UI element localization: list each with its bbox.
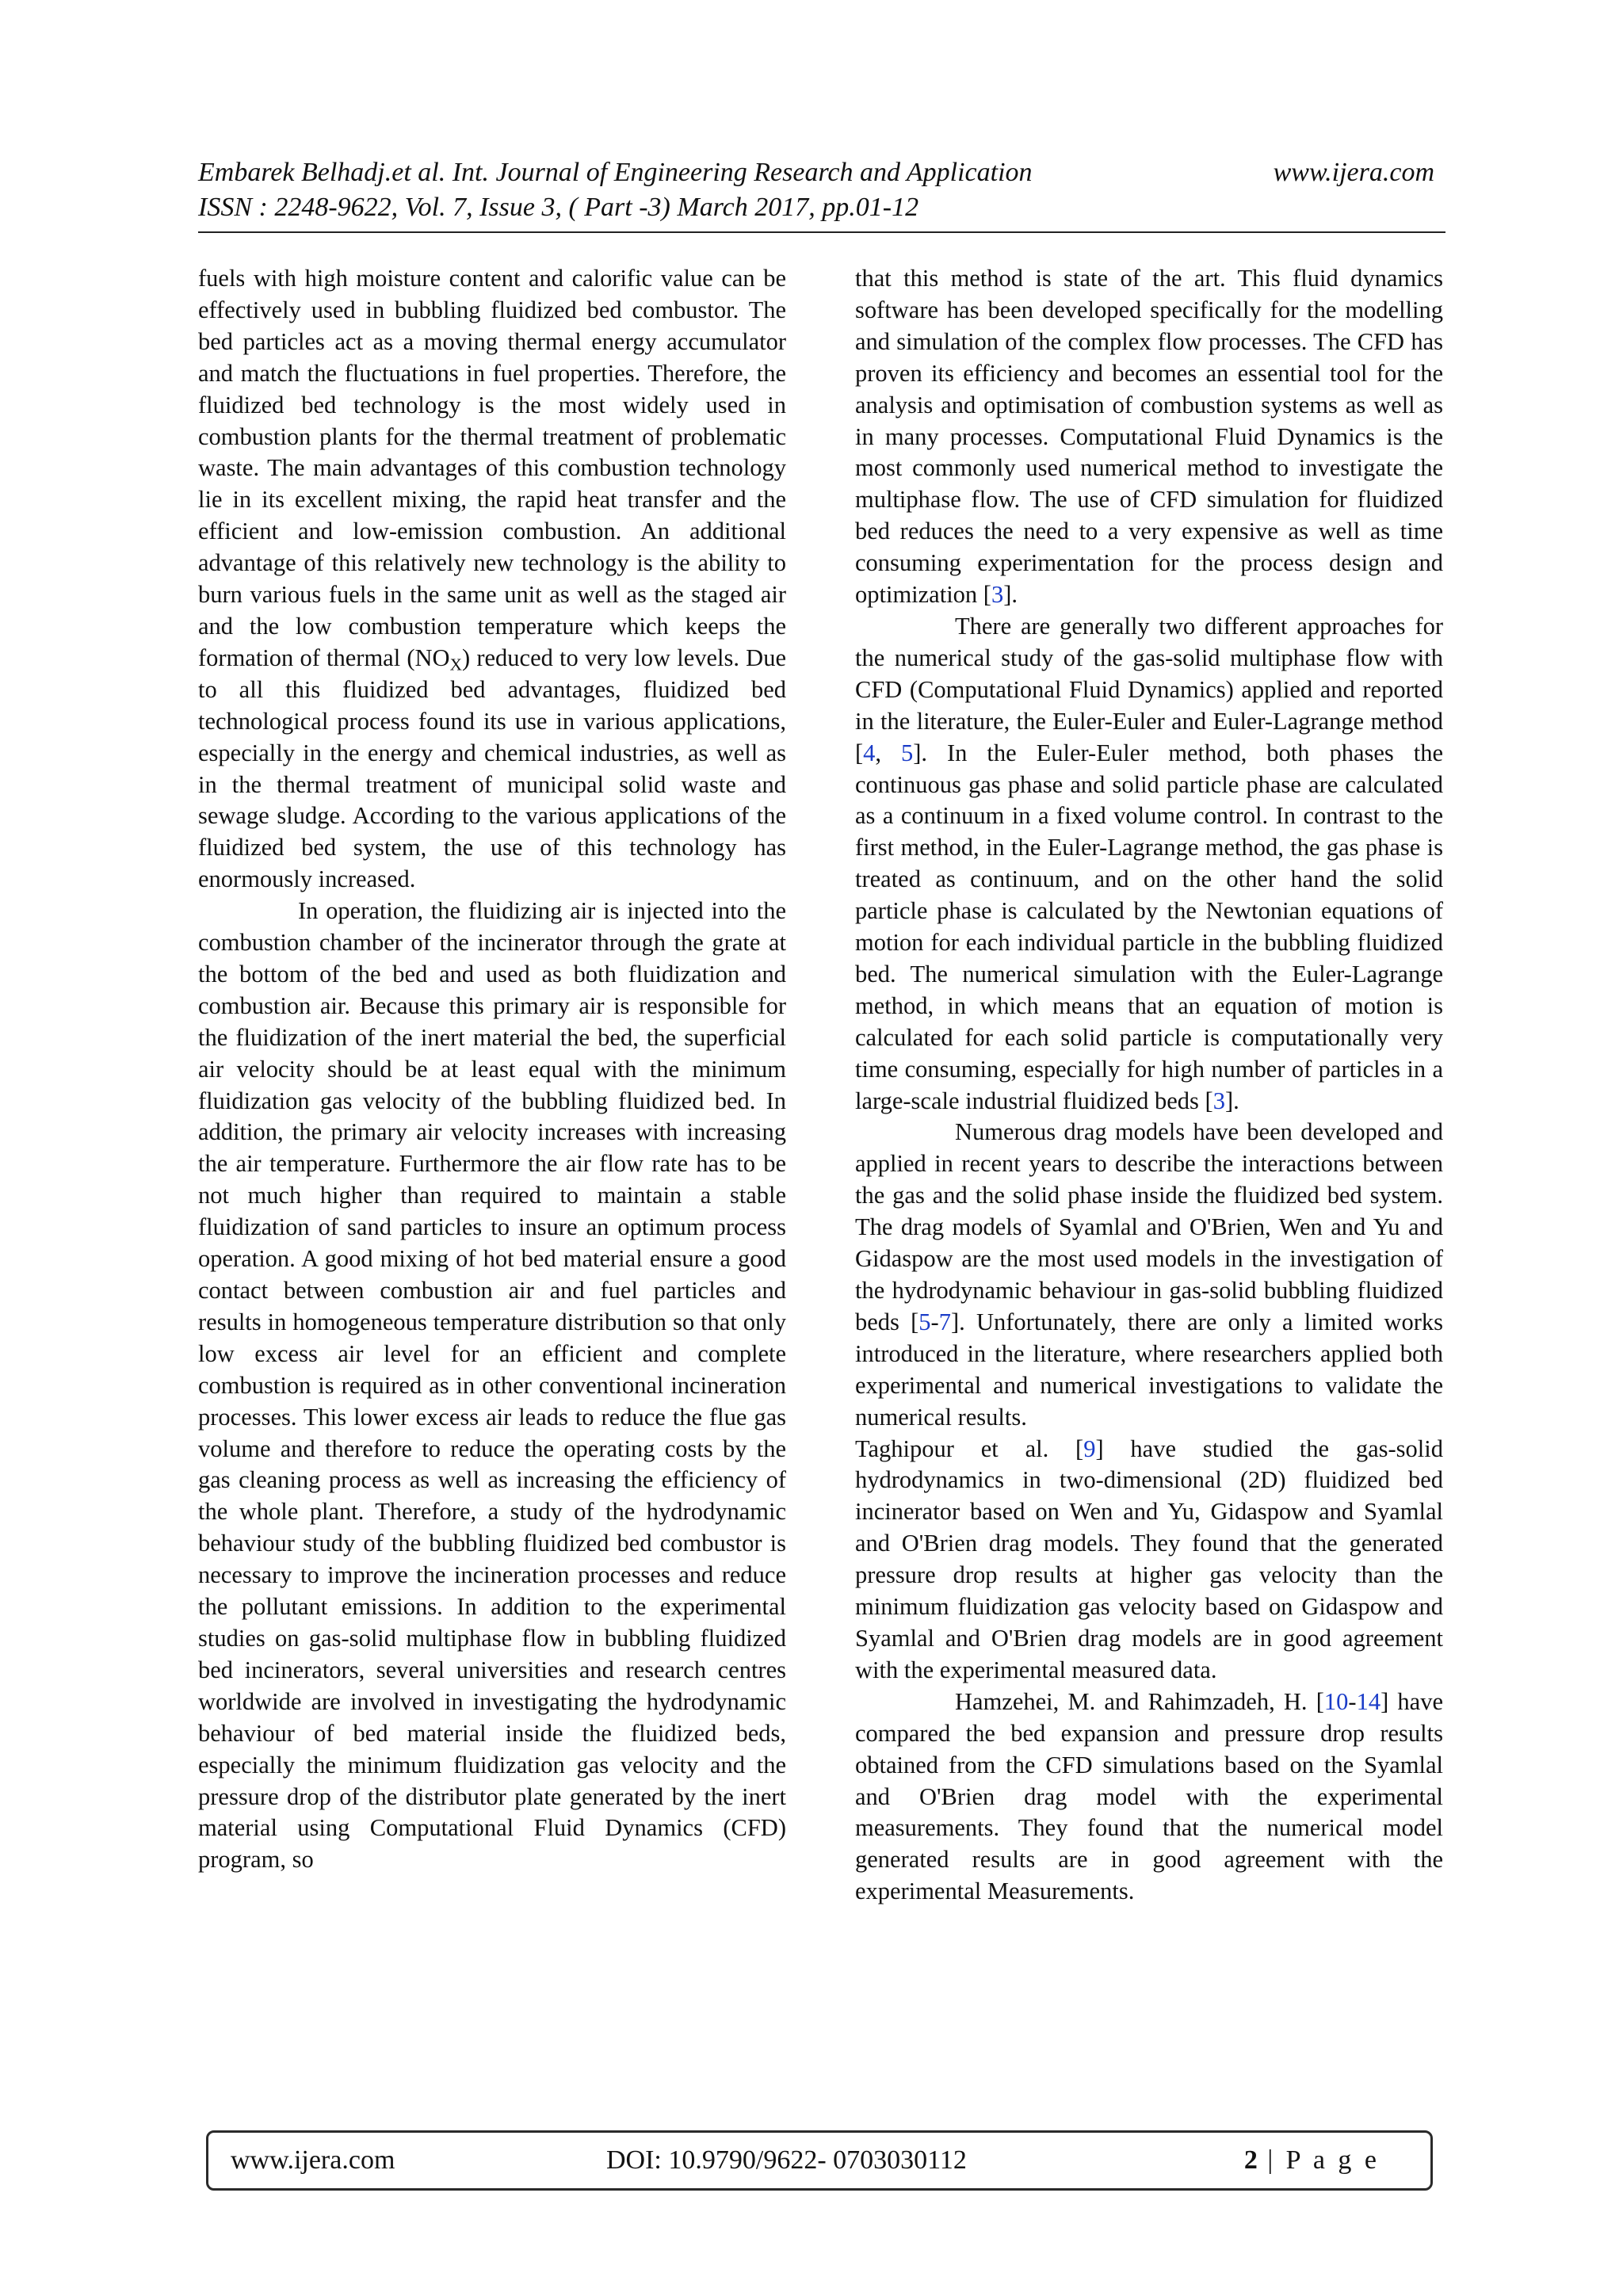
page-label: | P a g e [1257,2145,1380,2175]
citation-link[interactable]: 9 [1083,1435,1096,1462]
text-run: ] have compared the bed expansion and pressure drop results obtained from the CFD simulations based on the Syamlal and O'Brien drag model with the experimental measurements. They found that the numerical model generated results are in good agreement with the experimental Measurements. [855,1687,1444,1905]
page-number-value: 2 [1243,2145,1258,2175]
text-run: Numerous drag models have been developed and applied in recent years to describe the interactions between the gas and the solid phase inside the fluidized bed system. The drag models of Syamlal and O'Brien, Wen and Yu and Gidaspow are the most used models in the investigation of the hydrodynamic behaviour in gas-solid bubbling fluidized beds [ [855,1118,1443,1335]
paragraph [855,1687,1443,1908]
citation-link[interactable]: 3 [991,581,1004,609]
text-run: ]. In the Euler-Euler method, both phases the continuous gas phase and solid particle phase are calculated as a continuum in a fixed volume control. In contrast to the first method, in the Euler-Lagrange method, the gas phase is treated as continuum, and on the other hand the solid particle phase is calculated by the Newtonian equations of motion for each individual particle in the bubbling fluidized bed. The numerical simulation with the Euler-Lagrange method, in which means that an equation of motion is calculated for each solid particle is computationally very time consuming, especially for high number of particles in a large-scale industrial fluidized beds [ [855,739,1443,1114]
citation-link[interactable]: 14 [1356,1687,1381,1715]
page-number [1244,2145,1380,2176]
text-run: fuels with high moisture content and calorific value can be effectively used in bubbling fluidized bed combustor. The bed particles act as a moving thermal energy accumulator and match the fluctuations in fuel properties. Therefore, the fluidized bed technology is the most widely used in combustion plants for the thermal treatment of problematic waste. The main advantages of this combustion technology lie in its excellent mixing, the rapid heat transfer and the efficient and low-emission combustion. An additional advantage of this relatively new technology is the ability to burn various fuels in the same unit as well as the staged air and the low combustion temperature which keeps the formation of thermal (NO [198,265,786,671]
citation-link[interactable]: 5 [918,1308,931,1335]
left-column [198,263,786,1876]
header-line-2: ISSN : 2248-9622, Vol. 7, Issue 3, ( Part -3) March 2017, pp.01-12 [198,193,919,222]
citation-link[interactable]: 10 [1323,1687,1349,1715]
text-run: ]. [1224,1087,1239,1114]
running-header [198,155,1434,225]
text-run: ] have studied the gas-solid hydrodynamics in two-dimensional (2D) fluidized bed incinerator based on Wen and Yu, Gidaspow and Syamlal and O'Brien drag models. They found that the generated pressure drop results at higher gas velocity than the minimum fluidization gas velocity based on Gidaspow and Syamlal and O'Brien drag models are in good agreement with the experimental measured data. [855,1435,1443,1683]
text-run: There are generally two different approaches for the numerical study of the gas-solid multiphase flow with CFD (Computational Fluid Dynamics) applied and reported in the literature, the Euler-Euler and Euler-Lagrange method [ [855,612,1443,766]
text-run: - [1348,1687,1357,1715]
header-divider [198,231,1445,233]
text-run: that this method is state of the art. This fluid dynamics software has been developed specifically for the modelling and simulation of the complex flow processes. The CFD has proven its efficiency and becomes an essential tool for the analysis and optimisation of combustion systems as well as in many processes. Computational Fluid Dynamics is the most commonly used numerical method to investigate the multiphase flow. The use of CFD simulation for fluidized bed reduces the need to a very expensive as well as time consuming experimentation for the process design and optimization [ [855,265,1443,609]
paragraph [855,1117,1443,1433]
text-run: , [875,739,902,766]
citation-link[interactable]: 4 [863,739,876,766]
citation-link[interactable]: 5 [901,739,914,766]
text-run: ]. Unfortunately, there are only a limited works introduced in the literature, where researchers applied both experimental and numerical investigations to validate the numerical results. [855,1308,1443,1431]
text-run: - [930,1308,939,1335]
footer-doi: DOI: 10.9790/9622- 0703030112 [606,2145,967,2175]
text-run: Taghipour et al. [ [855,1435,1084,1462]
citation-link[interactable]: 3 [1212,1087,1225,1114]
paragraph [855,1434,1443,1687]
text-run: ]. [1003,581,1018,609]
header-website-link[interactable]: www.ijera.com [1273,158,1434,187]
text-run: ) reduced to very low levels. Due to all this fluidized bed advantages, fluidized bed technological process found its use in various applications, especially in the energy and chemical industries, as well as in the thermal treatment of municipal solid waste and sewage sludge. According to the various applications of the fluidized bed system, the use of this technology has enormously increased. [198,644,786,893]
right-column [855,263,1443,1908]
text-run: Hamzehei, M. and Rahimzadeh, H. [ [955,1687,1324,1715]
header-line-1 [198,155,1434,190]
paragraph [198,263,786,896]
citation-link[interactable]: 7 [938,1308,951,1335]
paragraph [855,611,1443,1117]
journal-citation: Embarek Belhadj.et al. Int. Journal of Engineering Research and Application [198,158,1033,187]
paragraph [855,263,1443,611]
footer-website-link[interactable]: www.ijera.com [231,2145,395,2175]
subscript: X [449,655,462,674]
paragraph: In operation, the fluidizing air is injected into the combustion chamber of the incinerator through the grate at the bottom of the bed and used as both fluidization and combustion air. Because this primary air is responsible for the fluidization of the inert material the bed, the superficial air velocity should be at least equal with the minimum fluidization gas velocity of the bubbling fluidized bed. In addition, the primary air velocity increases with increasing the air temperature. Furthermore the air flow rate has to be not much higher than required to maintain a stable fluidization of sand particles to insure an optimum process operation. A good mixing of hot bed material ensure a good contact between combustion air and fuel particles and results in homogeneous temperature distribution so that only low excess air level for an efficient and complete combustion is required as in other conventional incineration processes. This lower excess air leads to reduce the flue gas volume and therefore to reduce the operating costs by the gas cleaning process as well as increasing the efficiency of the whole plant. Therefore, a study of the hydrodynamic behaviour study of the bubbling fluidized bed combustor is necessary to improve the incineration processes and reduce the pollutant emissions. In addition to the experimental studies on gas-solid multiphase flow in bubbling fluidized bed incinerators, several universities and research centres worldwide are involved in investigating the hydrodynamic behaviour of bed material inside the fluidized beds, especially the minimum fluidization gas velocity and the pressure drop of the distributor plate generated by the inert material using Computational Fluid Dynamics (CFD) program, so [198,897,786,1874]
page-footer [206,2130,1433,2191]
